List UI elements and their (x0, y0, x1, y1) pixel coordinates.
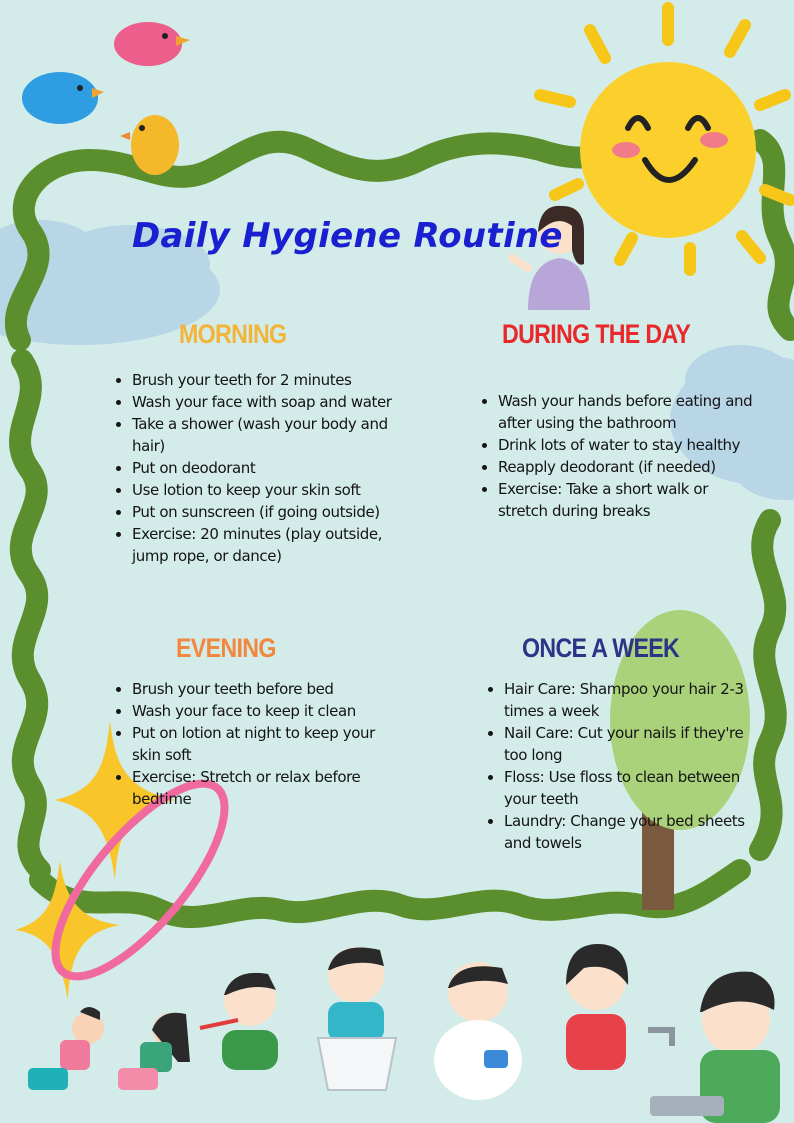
stretching-girl (118, 1013, 190, 1090)
list-item: • Drink lots of water to stay healthy (498, 434, 758, 456)
list-item: • Laundry: Change your bed sheets and towels (504, 810, 749, 854)
list-item: • Put on deodorant (132, 457, 407, 479)
list-item: • Reapply deodorant (if needed) (498, 456, 758, 478)
brushing-teeth-boy (200, 973, 278, 1070)
showering-boy (434, 962, 522, 1100)
list-item: • Hair Care: Shampoo your hair 2-3 times a week (504, 678, 749, 722)
list-item: • Exercise: Stretch or relax before bedtime (132, 766, 407, 810)
morning-heading: MORNING (179, 319, 287, 349)
list-item: • Brush your teeth for 2 minutes (132, 369, 407, 391)
weekly-heading: ONCE A WEEK (522, 633, 680, 663)
list-item: • Floss: Use floss to clean between your teeth (504, 766, 749, 810)
hand-washing-boy (648, 972, 780, 1123)
list-item: • Nail Care: Cut your nails if they're too long (504, 722, 749, 766)
page-title: Daily Hygiene Routine (132, 216, 563, 256)
blue-bird (22, 72, 104, 124)
list-item: • Use lotion to keep your skin soft (132, 479, 407, 501)
pink-bird (114, 22, 190, 66)
evening-heading: EVENING (176, 633, 276, 663)
list-item: • Wash your face with soap and water (132, 391, 407, 413)
list-item: • Put on sunscreen (if going outside) (132, 501, 407, 523)
list-item: • Wash your hands before eating and after using the bathroom (498, 390, 758, 434)
list-item: • Wash your face to keep it clean (132, 700, 407, 722)
during-day-list (480, 390, 758, 522)
list-item: • Exercise: Take a short walk or stretch during breaks (498, 478, 758, 522)
list-item: • Take a shower (wash your body and hair) (132, 413, 407, 457)
kids-illustrations (28, 944, 780, 1123)
face-washing-boy (318, 947, 396, 1090)
lotion-girl (566, 944, 628, 1070)
stretching-boy (28, 1007, 104, 1090)
weekly-list (486, 678, 749, 854)
list-item: • Brush your teeth before bed (132, 678, 407, 700)
morning-list (114, 369, 407, 567)
list-item: • Exercise: 20 minutes (play outside, jump rope, or dance) (132, 523, 407, 567)
list-item: • Put on lotion at night to keep your skin soft (132, 722, 407, 766)
evening-list (114, 678, 407, 810)
during-day-heading: DURING THE DAY (502, 319, 691, 349)
